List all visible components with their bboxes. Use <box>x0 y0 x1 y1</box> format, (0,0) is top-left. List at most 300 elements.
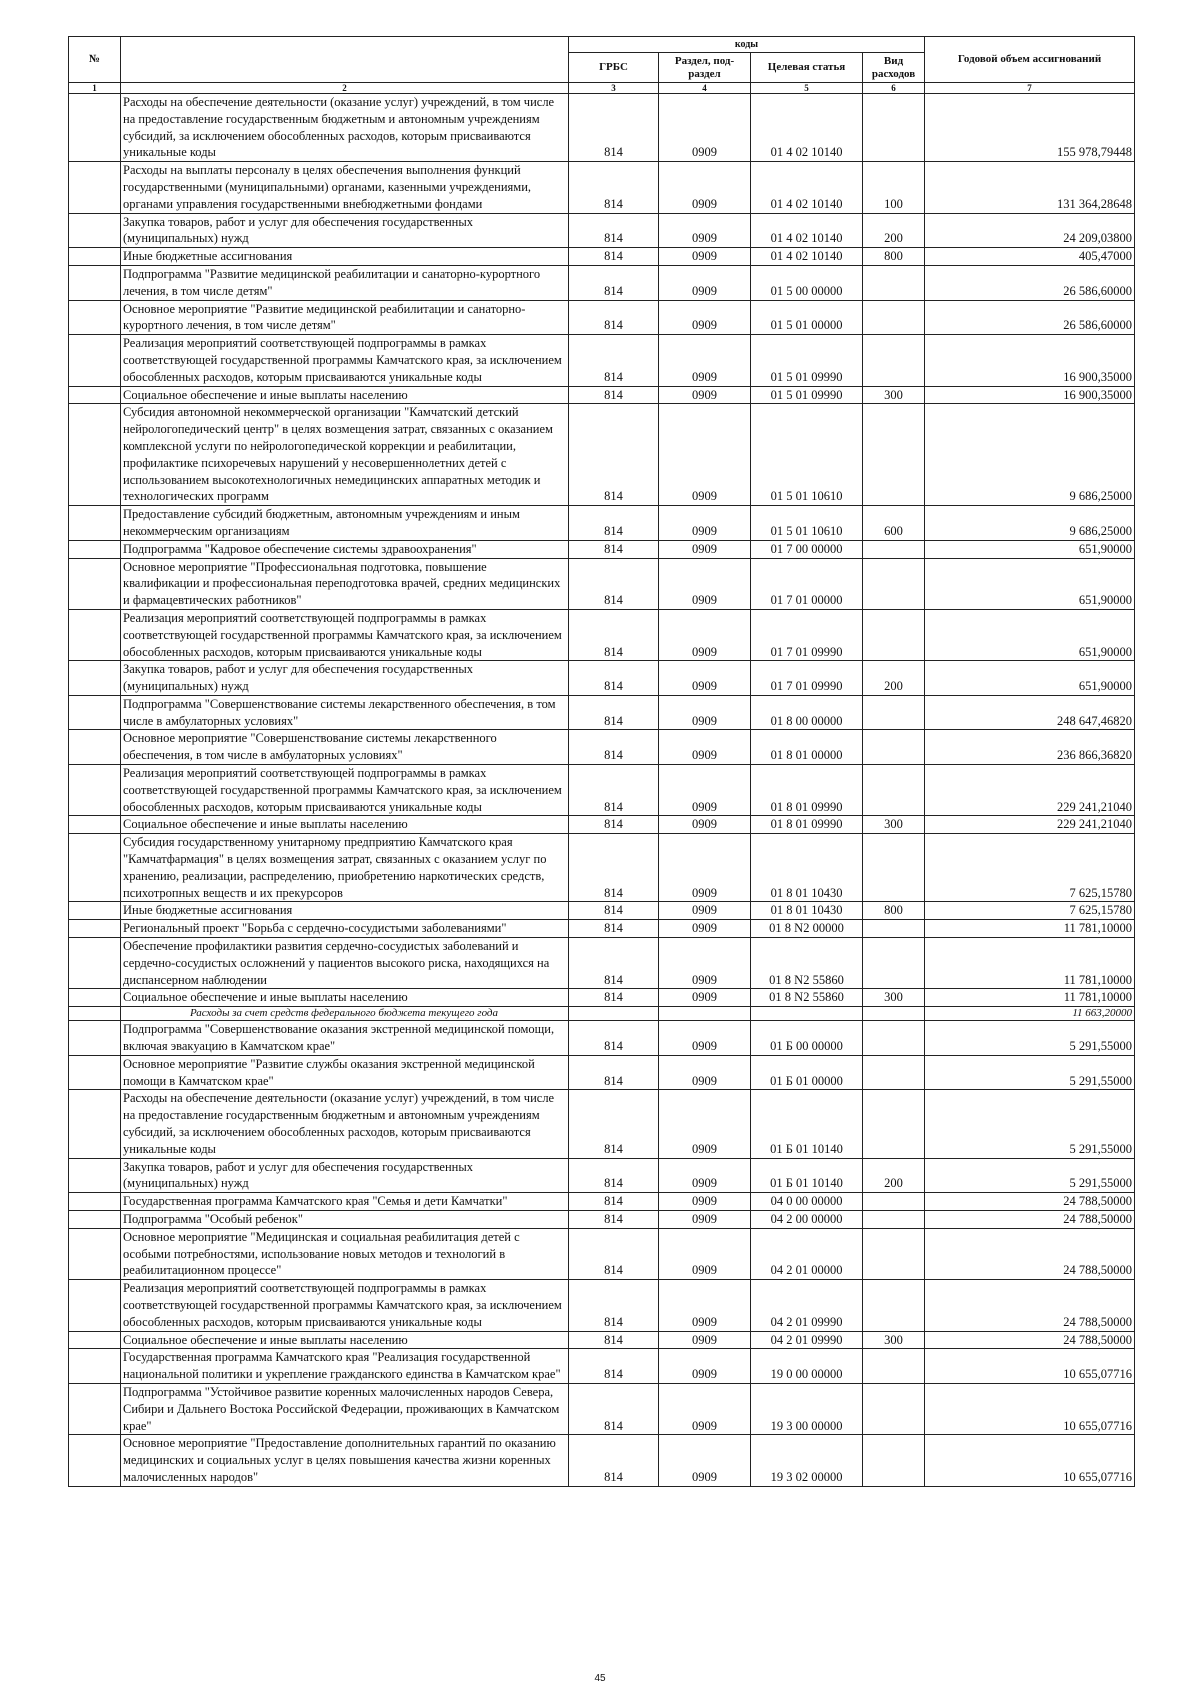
table-row <box>69 816 1135 834</box>
row-number-cell <box>69 902 121 920</box>
row-description: Государственная программа Камчатского края "Реализация государственной национальной политики и укрепление гражданского единства в Камчатском крае" <box>121 1349 569 1384</box>
table-row <box>69 1158 1135 1193</box>
row-expense-type: 200 <box>863 1158 925 1193</box>
row-amount: 11 781,10000 <box>925 938 1135 989</box>
row-section: 0909 <box>659 162 751 213</box>
table-row <box>69 1435 1135 1486</box>
row-grbs: 814 <box>569 1383 659 1434</box>
row-grbs: 814 <box>569 558 659 609</box>
row-number-cell <box>69 1055 121 1090</box>
row-description: Подпрограмма "Особый ребенок" <box>121 1211 569 1229</box>
row-section: 0909 <box>659 248 751 266</box>
row-description: Основное мероприятие "Профессиональная подготовка, повышение квалификации и профессиональная переподготовка врачей, средних медицинских и фармацевтических работников" <box>121 558 569 609</box>
row-number-cell <box>69 404 121 506</box>
row-grbs: 814 <box>569 1228 659 1279</box>
row-number-cell <box>69 300 121 335</box>
row-target-article: 01 8 N2 00000 <box>751 920 863 938</box>
row-section: 0909 <box>659 1211 751 1229</box>
row-grbs: 814 <box>569 902 659 920</box>
row-grbs: 814 <box>569 1021 659 1056</box>
row-description: Иные бюджетные ассигнования <box>121 902 569 920</box>
row-section: 0909 <box>659 213 751 248</box>
table-row <box>69 386 1135 404</box>
row-number-cell <box>69 989 121 1007</box>
row-section: 0909 <box>659 902 751 920</box>
row-section: 0909 <box>659 300 751 335</box>
row-grbs <box>569 1007 659 1021</box>
row-number-cell <box>69 213 121 248</box>
row-target-article: 01 Б 01 00000 <box>751 1055 863 1090</box>
row-number-cell <box>69 816 121 834</box>
row-grbs: 814 <box>569 1349 659 1384</box>
header-target: Целевая статья <box>751 53 863 83</box>
table-row <box>69 506 1135 541</box>
row-grbs: 814 <box>569 609 659 660</box>
row-grbs: 814 <box>569 1435 659 1486</box>
row-grbs: 814 <box>569 540 659 558</box>
table-row <box>69 1193 1135 1211</box>
row-section: 0909 <box>659 695 751 730</box>
row-amount: 10 655,07716 <box>925 1383 1135 1434</box>
row-grbs: 814 <box>569 248 659 266</box>
row-number-cell <box>69 1331 121 1349</box>
row-grbs: 814 <box>569 335 659 386</box>
row-grbs: 814 <box>569 94 659 162</box>
row-expense-type: 300 <box>863 386 925 404</box>
row-number-cell <box>69 506 121 541</box>
row-grbs: 814 <box>569 920 659 938</box>
row-description: Подпрограмма "Совершенствование оказания экстренной медицинской помощи, включая эвакуацию в Камчатском крае" <box>121 1021 569 1056</box>
row-expense-type <box>863 300 925 335</box>
column-index: 5 <box>751 83 863 94</box>
row-expense-type <box>863 609 925 660</box>
row-description: Подпрограмма "Совершенствование системы лекарственного обеспечения, в том числе в амбулаторных условиях" <box>121 695 569 730</box>
header-grbs: ГРБС <box>569 53 659 83</box>
row-grbs: 814 <box>569 695 659 730</box>
row-target-article: 01 5 01 10610 <box>751 506 863 541</box>
row-number-cell <box>69 730 121 765</box>
row-amount: 24 788,50000 <box>925 1228 1135 1279</box>
row-target-article: 19 0 00 00000 <box>751 1349 863 1384</box>
column-index: 3 <box>569 83 659 94</box>
table-row <box>69 989 1135 1007</box>
row-target-article <box>751 1007 863 1021</box>
row-amount: 24 788,50000 <box>925 1331 1135 1349</box>
table-row <box>69 765 1135 816</box>
table-row <box>69 1090 1135 1158</box>
row-expense-type: 300 <box>863 989 925 1007</box>
row-expense-type <box>863 834 925 902</box>
row-description: Государственная программа Камчатского края "Семья и дети Камчатки" <box>121 1193 569 1211</box>
row-target-article: 01 5 01 00000 <box>751 300 863 335</box>
row-target-article: 04 2 00 00000 <box>751 1211 863 1229</box>
row-expense-type: 600 <box>863 506 925 541</box>
row-target-article: 04 2 01 09990 <box>751 1331 863 1349</box>
table-row <box>69 730 1135 765</box>
table-row <box>69 661 1135 696</box>
row-number-cell <box>69 1383 121 1434</box>
row-number-cell <box>69 920 121 938</box>
row-amount: 16 900,35000 <box>925 335 1135 386</box>
row-section: 0909 <box>659 609 751 660</box>
row-expense-type <box>863 1007 925 1021</box>
row-section: 0909 <box>659 265 751 300</box>
row-section: 0909 <box>659 1435 751 1486</box>
row-target-article: 01 5 01 09990 <box>751 335 863 386</box>
table-row <box>69 1280 1135 1331</box>
table-row <box>69 162 1135 213</box>
row-number-cell <box>69 1435 121 1486</box>
row-expense-type <box>863 1280 925 1331</box>
row-target-article: 01 7 01 00000 <box>751 558 863 609</box>
table-row <box>69 213 1135 248</box>
row-description: Региональный проект "Борьба с сердечно-сосудистыми заболеваниями" <box>121 920 569 938</box>
row-target-article: 01 5 00 00000 <box>751 265 863 300</box>
row-expense-type <box>863 335 925 386</box>
row-grbs: 814 <box>569 765 659 816</box>
row-grbs: 814 <box>569 816 659 834</box>
row-section: 0909 <box>659 938 751 989</box>
row-amount: 131 364,28648 <box>925 162 1135 213</box>
row-grbs: 814 <box>569 989 659 1007</box>
row-description: Субсидия автономной некоммерческой организации "Камчатский детский нейрологопедический центр" в целях возмещения затрат, связанных с оказанием комплексной услуги по нейрологопедической коррекции и реабилитации, профилактике психоречевых нарушений у несовершеннолетних детей с использованием высокотехнологичных немедицинских аппаратных методик и технологических программ <box>121 404 569 506</box>
header-expense-type: Вид расходов <box>863 53 925 83</box>
row-grbs: 814 <box>569 730 659 765</box>
row-amount: 651,90000 <box>925 661 1135 696</box>
row-description: Подпрограмма "Развитие медицинской реабилитации и санаторно-курортного лечения, в том числе детям" <box>121 265 569 300</box>
row-expense-type <box>863 938 925 989</box>
row-description: Социальное обеспечение и иные выплаты населению <box>121 989 569 1007</box>
row-description: Закупка товаров, работ и услуг для обеспечения государственных (муниципальных) нужд <box>121 1158 569 1193</box>
row-expense-type <box>863 540 925 558</box>
table-body <box>69 94 1135 1487</box>
row-number-cell <box>69 162 121 213</box>
column-index: 1 <box>69 83 121 94</box>
row-description: Реализация мероприятий соответствующей подпрограммы в рамках соответствующей государственной программы Камчатского края, за исключением обособленных расходов, которым присваиваются уникальные коды <box>121 335 569 386</box>
row-section: 0909 <box>659 506 751 541</box>
table-row <box>69 300 1135 335</box>
row-target-article: 01 8 N2 55860 <box>751 989 863 1007</box>
row-description: Расходы на обеспечение деятельности (оказание услуг) учреждений, в том числе на предоставление государственным бюджетным и автономным учреждениям субсидий, за исключением обособленных расходов, которым присваиваются уникальные коды <box>121 94 569 162</box>
header-number: № <box>69 37 121 83</box>
row-amount: 9 686,25000 <box>925 404 1135 506</box>
row-amount: 5 291,55000 <box>925 1055 1135 1090</box>
table-row <box>69 695 1135 730</box>
row-description: Иные бюджетные ассигнования <box>121 248 569 266</box>
row-number-cell <box>69 1211 121 1229</box>
row-number-cell <box>69 661 121 696</box>
row-amount: 236 866,36820 <box>925 730 1135 765</box>
row-description: Основное мероприятие "Развитие медицинской реабилитации и санаторно-курортного лечения, в том числе детям" <box>121 300 569 335</box>
table-row <box>69 94 1135 162</box>
row-target-article: 01 8 01 09990 <box>751 765 863 816</box>
table-row <box>69 1007 1135 1021</box>
row-number-cell <box>69 1007 121 1021</box>
row-amount: 229 241,21040 <box>925 816 1135 834</box>
row-number-cell <box>69 1193 121 1211</box>
row-number-cell <box>69 386 121 404</box>
row-target-article: 01 7 01 09990 <box>751 609 863 660</box>
row-section: 0909 <box>659 1158 751 1193</box>
row-section: 0909 <box>659 94 751 162</box>
row-grbs: 814 <box>569 1280 659 1331</box>
row-number-cell <box>69 265 121 300</box>
row-description: Социальное обеспечение и иные выплаты населению <box>121 816 569 834</box>
table-row <box>69 265 1135 300</box>
row-amount: 9 686,25000 <box>925 506 1135 541</box>
table-row <box>69 834 1135 902</box>
row-section: 0909 <box>659 404 751 506</box>
row-number-cell <box>69 938 121 989</box>
row-expense-type <box>863 1021 925 1056</box>
row-amount: 7 625,15780 <box>925 834 1135 902</box>
row-number-cell <box>69 1090 121 1158</box>
row-grbs: 814 <box>569 1090 659 1158</box>
row-description: Основное мероприятие "Медицинская и социальная реабилитация детей с особыми потребностями, использование новых методов и технологий в реабилитационном процессе" <box>121 1228 569 1279</box>
row-target-article: 01 4 02 10140 <box>751 248 863 266</box>
row-number-cell <box>69 609 121 660</box>
row-description: Закупка товаров, работ и услуг для обеспечения государственных (муниципальных) нужд <box>121 213 569 248</box>
row-target-article: 01 8 01 10430 <box>751 902 863 920</box>
table-row <box>69 1331 1135 1349</box>
row-amount: 651,90000 <box>925 558 1135 609</box>
row-target-article: 01 8 01 10430 <box>751 834 863 902</box>
row-section: 0909 <box>659 1228 751 1279</box>
row-target-article: 01 Б 00 00000 <box>751 1021 863 1056</box>
row-amount: 10 655,07716 <box>925 1349 1135 1384</box>
row-amount: 5 291,55000 <box>925 1021 1135 1056</box>
row-amount: 651,90000 <box>925 540 1135 558</box>
row-grbs: 814 <box>569 1158 659 1193</box>
row-number-cell <box>69 1228 121 1279</box>
row-description: Реализация мероприятий соответствующей подпрограммы в рамках соответствующей государственной программы Камчатского края, за исключением обособленных расходов, которым присваиваются уникальные коды <box>121 1280 569 1331</box>
row-amount: 24 788,50000 <box>925 1211 1135 1229</box>
row-amount: 10 655,07716 <box>925 1435 1135 1486</box>
row-section: 0909 <box>659 834 751 902</box>
row-expense-type <box>863 730 925 765</box>
row-number-cell <box>69 248 121 266</box>
row-grbs: 814 <box>569 162 659 213</box>
row-number-cell <box>69 94 121 162</box>
row-description: Социальное обеспечение и иные выплаты населению <box>121 386 569 404</box>
row-section: 0909 <box>659 730 751 765</box>
header-amount: Годовой объем ассигнований <box>925 37 1135 83</box>
row-target-article: 01 Б 01 10140 <box>751 1158 863 1193</box>
row-amount: 155 978,79448 <box>925 94 1135 162</box>
row-amount: 405,47000 <box>925 248 1135 266</box>
row-expense-type: 100 <box>863 162 925 213</box>
row-expense-type: 200 <box>863 661 925 696</box>
row-grbs: 814 <box>569 1331 659 1349</box>
row-section: 0909 <box>659 1280 751 1331</box>
row-section <box>659 1007 751 1021</box>
row-amount: 248 647,46820 <box>925 695 1135 730</box>
row-expense-type <box>863 1090 925 1158</box>
row-number-cell <box>69 540 121 558</box>
row-target-article: 01 5 01 09990 <box>751 386 863 404</box>
header-description <box>121 37 569 83</box>
row-description: Социальное обеспечение и иные выплаты населению <box>121 1331 569 1349</box>
table-row <box>69 938 1135 989</box>
row-target-article: 04 2 01 09990 <box>751 1280 863 1331</box>
row-grbs: 814 <box>569 386 659 404</box>
row-grbs: 814 <box>569 404 659 506</box>
row-expense-type: 200 <box>863 213 925 248</box>
row-section: 0909 <box>659 1193 751 1211</box>
row-amount: 11 781,10000 <box>925 920 1135 938</box>
row-number-cell <box>69 1021 121 1056</box>
row-section: 0909 <box>659 386 751 404</box>
row-grbs: 814 <box>569 938 659 989</box>
row-expense-type <box>863 94 925 162</box>
row-expense-type <box>863 1193 925 1211</box>
row-section: 0909 <box>659 920 751 938</box>
row-section: 0909 <box>659 558 751 609</box>
row-expense-type: 300 <box>863 1331 925 1349</box>
row-number-cell <box>69 695 121 730</box>
table-row <box>69 404 1135 506</box>
row-amount: 651,90000 <box>925 609 1135 660</box>
row-target-article: 01 5 01 10610 <box>751 404 863 506</box>
row-description: Обеспечение профилактики развития сердечно-сосудистых заболеваний и сердечно-сосудистых осложнений у пациентов высокого риска, находящихся на диспансерном наблюдении <box>121 938 569 989</box>
row-section: 0909 <box>659 1090 751 1158</box>
row-target-article: 01 8 01 00000 <box>751 730 863 765</box>
row-target-article: 04 0 00 00000 <box>751 1193 863 1211</box>
table-row <box>69 609 1135 660</box>
row-expense-type <box>863 558 925 609</box>
table-row <box>69 335 1135 386</box>
row-expense-type <box>863 920 925 938</box>
row-expense-type <box>863 1211 925 1229</box>
row-amount: 26 586,60000 <box>925 300 1135 335</box>
row-section: 0909 <box>659 335 751 386</box>
row-number-cell <box>69 834 121 902</box>
budget-table <box>68 36 1135 1487</box>
row-grbs: 814 <box>569 265 659 300</box>
row-expense-type <box>863 765 925 816</box>
row-section: 0909 <box>659 1021 751 1056</box>
row-amount: 24 788,50000 <box>925 1193 1135 1211</box>
column-index: 6 <box>863 83 925 94</box>
row-target-article: 19 3 02 00000 <box>751 1435 863 1486</box>
row-target-article: 01 8 01 09990 <box>751 816 863 834</box>
row-expense-type <box>863 1383 925 1434</box>
row-description: Подпрограмма "Кадровое обеспечение системы здравоохранения" <box>121 540 569 558</box>
row-grbs: 814 <box>569 834 659 902</box>
row-description: Основное мероприятие "Предоставление дополнительных гарантий по оказанию медицинских и социальных услуг в целях повышения качества жизни коренных малочисленных народов" <box>121 1435 569 1486</box>
row-target-article: 01 7 01 09990 <box>751 661 863 696</box>
table-row <box>69 1349 1135 1384</box>
column-index-row <box>69 83 1135 94</box>
row-description: Расходы на обеспечение деятельности (оказание услуг) учреждений, в том числе на предоставление государственным бюджетным и автономным учреждениям субсидий, за исключением обособленных расходов, которым присваиваются уникальные коды <box>121 1090 569 1158</box>
row-number-cell <box>69 1280 121 1331</box>
row-grbs: 814 <box>569 1193 659 1211</box>
column-index: 4 <box>659 83 751 94</box>
row-target-article: 01 7 00 00000 <box>751 540 863 558</box>
row-amount: 5 291,55000 <box>925 1158 1135 1193</box>
row-grbs: 814 <box>569 661 659 696</box>
row-amount: 11 781,10000 <box>925 989 1135 1007</box>
row-description: Основное мероприятие "Совершенствование системы лекарственного обеспечения, в том числе в амбулаторных условиях" <box>121 730 569 765</box>
row-description: Реализация мероприятий соответствующей подпрограммы в рамках соответствующей государственной программы Камчатского края, за исключением обособленных расходов, которым присваиваются уникальные коды <box>121 609 569 660</box>
row-amount: 11 663,20000 <box>925 1007 1135 1021</box>
row-description: Расходы за счет средств федерального бюджета текущего года <box>121 1007 569 1021</box>
row-grbs: 814 <box>569 506 659 541</box>
row-description: Предоставление субсидий бюджетным, автономным учреждениям и иным некоммерческим организациям <box>121 506 569 541</box>
row-number-cell <box>69 765 121 816</box>
header-codes: коды <box>569 37 925 53</box>
row-target-article: 01 4 02 10140 <box>751 162 863 213</box>
row-target-article: 01 8 00 00000 <box>751 695 863 730</box>
row-number-cell <box>69 1158 121 1193</box>
row-expense-type <box>863 1349 925 1384</box>
row-amount: 24 788,50000 <box>925 1280 1135 1331</box>
row-expense-type <box>863 1055 925 1090</box>
table-row <box>69 1228 1135 1279</box>
row-target-article: 01 4 02 10140 <box>751 213 863 248</box>
row-section: 0909 <box>659 1383 751 1434</box>
table-header <box>69 37 1135 94</box>
row-target-article: 04 2 01 00000 <box>751 1228 863 1279</box>
row-section: 0909 <box>659 989 751 1007</box>
row-expense-type <box>863 265 925 300</box>
row-description: Субсидия государственному унитарному предприятию Камчатского края "Камчатфармация" в целях возмещения затрат, связанных с оказанием услуг по хранению, реализации, распределению, приобретению наркотических средств, психотропных веществ и их прекурсоров <box>121 834 569 902</box>
row-amount: 7 625,15780 <box>925 902 1135 920</box>
table-row <box>69 920 1135 938</box>
table-row <box>69 540 1135 558</box>
row-grbs: 814 <box>569 1055 659 1090</box>
table-row <box>69 1211 1135 1229</box>
row-expense-type: 300 <box>863 816 925 834</box>
row-description: Закупка товаров, работ и услуг для обеспечения государственных (муниципальных) нужд <box>121 661 569 696</box>
row-amount: 229 241,21040 <box>925 765 1135 816</box>
row-target-article: 19 3 00 00000 <box>751 1383 863 1434</box>
row-expense-type <box>863 1435 925 1486</box>
row-target-article: 01 4 02 10140 <box>751 94 863 162</box>
row-section: 0909 <box>659 816 751 834</box>
row-section: 0909 <box>659 1349 751 1384</box>
table-row <box>69 1383 1135 1434</box>
row-description: Расходы на выплаты персоналу в целях обеспечения выполнения функций государственными (муниципальными) органами, казенными учреждениями, органами управления государственными внебюджетными фондами <box>121 162 569 213</box>
row-description: Основное мероприятие "Развитие службы оказания экстренной медицинской помощи в Камчатском крае" <box>121 1055 569 1090</box>
row-section: 0909 <box>659 1331 751 1349</box>
row-amount: 5 291,55000 <box>925 1090 1135 1158</box>
row-amount: 24 209,03800 <box>925 213 1135 248</box>
row-grbs: 814 <box>569 213 659 248</box>
column-index: 7 <box>925 83 1135 94</box>
row-grbs: 814 <box>569 1211 659 1229</box>
row-number-cell <box>69 335 121 386</box>
row-expense-type: 800 <box>863 902 925 920</box>
row-section: 0909 <box>659 661 751 696</box>
row-expense-type <box>863 404 925 506</box>
row-number-cell <box>69 558 121 609</box>
column-index: 2 <box>121 83 569 94</box>
row-description: Реализация мероприятий соответствующей подпрограммы в рамках соответствующей государственной программы Камчатского края, за исключением обособленных расходов, которым присваиваются уникальные коды <box>121 765 569 816</box>
row-number-cell <box>69 1349 121 1384</box>
row-section: 0909 <box>659 540 751 558</box>
row-description: Подпрограмма "Устойчивое развитие коренных малочисленных народов Севера, Сибири и Дальнего Востока Российской Федерации, проживающих в Камчатском крае" <box>121 1383 569 1434</box>
row-amount: 26 586,60000 <box>925 265 1135 300</box>
header-section: Раздел, под-раздел <box>659 53 751 83</box>
row-grbs: 814 <box>569 300 659 335</box>
row-expense-type <box>863 1228 925 1279</box>
table-row <box>69 1021 1135 1056</box>
table-row <box>69 1055 1135 1090</box>
budget-table-sheet <box>68 36 1134 1487</box>
row-expense-type: 800 <box>863 248 925 266</box>
row-amount: 16 900,35000 <box>925 386 1135 404</box>
